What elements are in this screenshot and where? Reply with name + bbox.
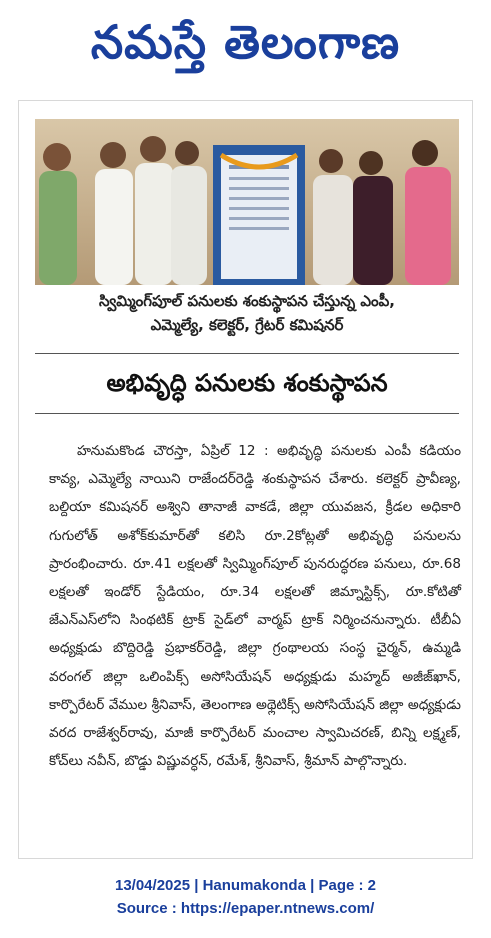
caption-line-1: స్విమ్మింగ్‌పూల్ పనులకు శంకుస్థాపన చేస్తున్న ఎంపీ, [99,292,395,310]
article-headline: అభివృద్ధి పనులకు శంకుస్థాపన [106,369,388,397]
newspaper-masthead [40,6,451,90]
headline-divider [35,413,459,414]
news-clipping [18,100,473,859]
footer-source: Source : https://epaper.ntnews.com/ [116,900,375,917]
caption-line-2: ఎమ్మెల్యే, కలెక్టర్, గ్రేటర్ కమిషనర్ [150,316,344,334]
photo-caption [35,289,459,337]
footer-date-edition: 13/04/2025 | Hanumakonda | Page : 2 [114,877,376,894]
caption-divider [35,353,459,354]
news-photo [35,119,459,285]
article-body: హనుమకొండ చౌరస్తా, ఏప్రిల్ 12 : అభివృద్ధి పనులకు ఎంపీ కడియం కావ్య, ఎమ్మెల్యే నాయిని రాజేందర్‌రెడ్డి శంకుస్థాపన చేశారు. కలెక్టర్ ప్రావీణ్య, బల్దియా కమిషనర్ అశ్విని తానాజీ వాకడే, జిల్లా యువజన, క్రీడల అధికారి గుగులోత్ అశోక్‌కుమార్‌తో కలిసి రూ.2కోట్లతో అభివృద్ధి పనులను ప్రారంభించారు. రూ.41 లక్షలతో స్విమ్మింగ్‌పూల్ పునరుద్ధరణ పనులు, రూ.68 లక్షలతో ఇండోర్ స్టేడియం, రూ.34 లక్షలతో జిమ్నాస్టిక్స్, రూ.కోటితో జేఎన్‌ఎస్‌లోని సింథటిక్ ట్రాక్ సైడ్‌లో వార్మప్ ట్రాక్ నిర్మించనున్నారు. టీబీఏ అధ్యక్షుడు బొద్దిరెడ్డి ప్రభాకర్‌రెడ్డి, జిల్లా గ్రంథాలయ సంస్థ చైర్మన్, ఉమ్మడి వరంగల్ జిల్లా ఒలింపిక్స్ అసోసియేషన్ అధ్యక్షుడు మహ్మద్ అజీజ్‌ఖాన్, కార్పొరేటర్ వేముల శ్రీనివాస్, తెలంగాణ అథ్లెటిక్స్ అసోసియేషన్ జిల్లా అధ్యక్షుడు వరద రాజేశ్వర్‌రావు, మాజీ కార్పొరేటర్ మంచాల స్వామిచరణ్, బిన్ని లక్ష్మణ్, కోచ్‌లు నవీన్, బొడ్డు విష్ణువర్ధన్, రమేశ్, శ్రీనివాస్, శ్రీమాన్ పాల్గొన్నారు. [49,443,461,770]
masthead-title: నమస్తే తెలంగాణ [90,15,401,69]
